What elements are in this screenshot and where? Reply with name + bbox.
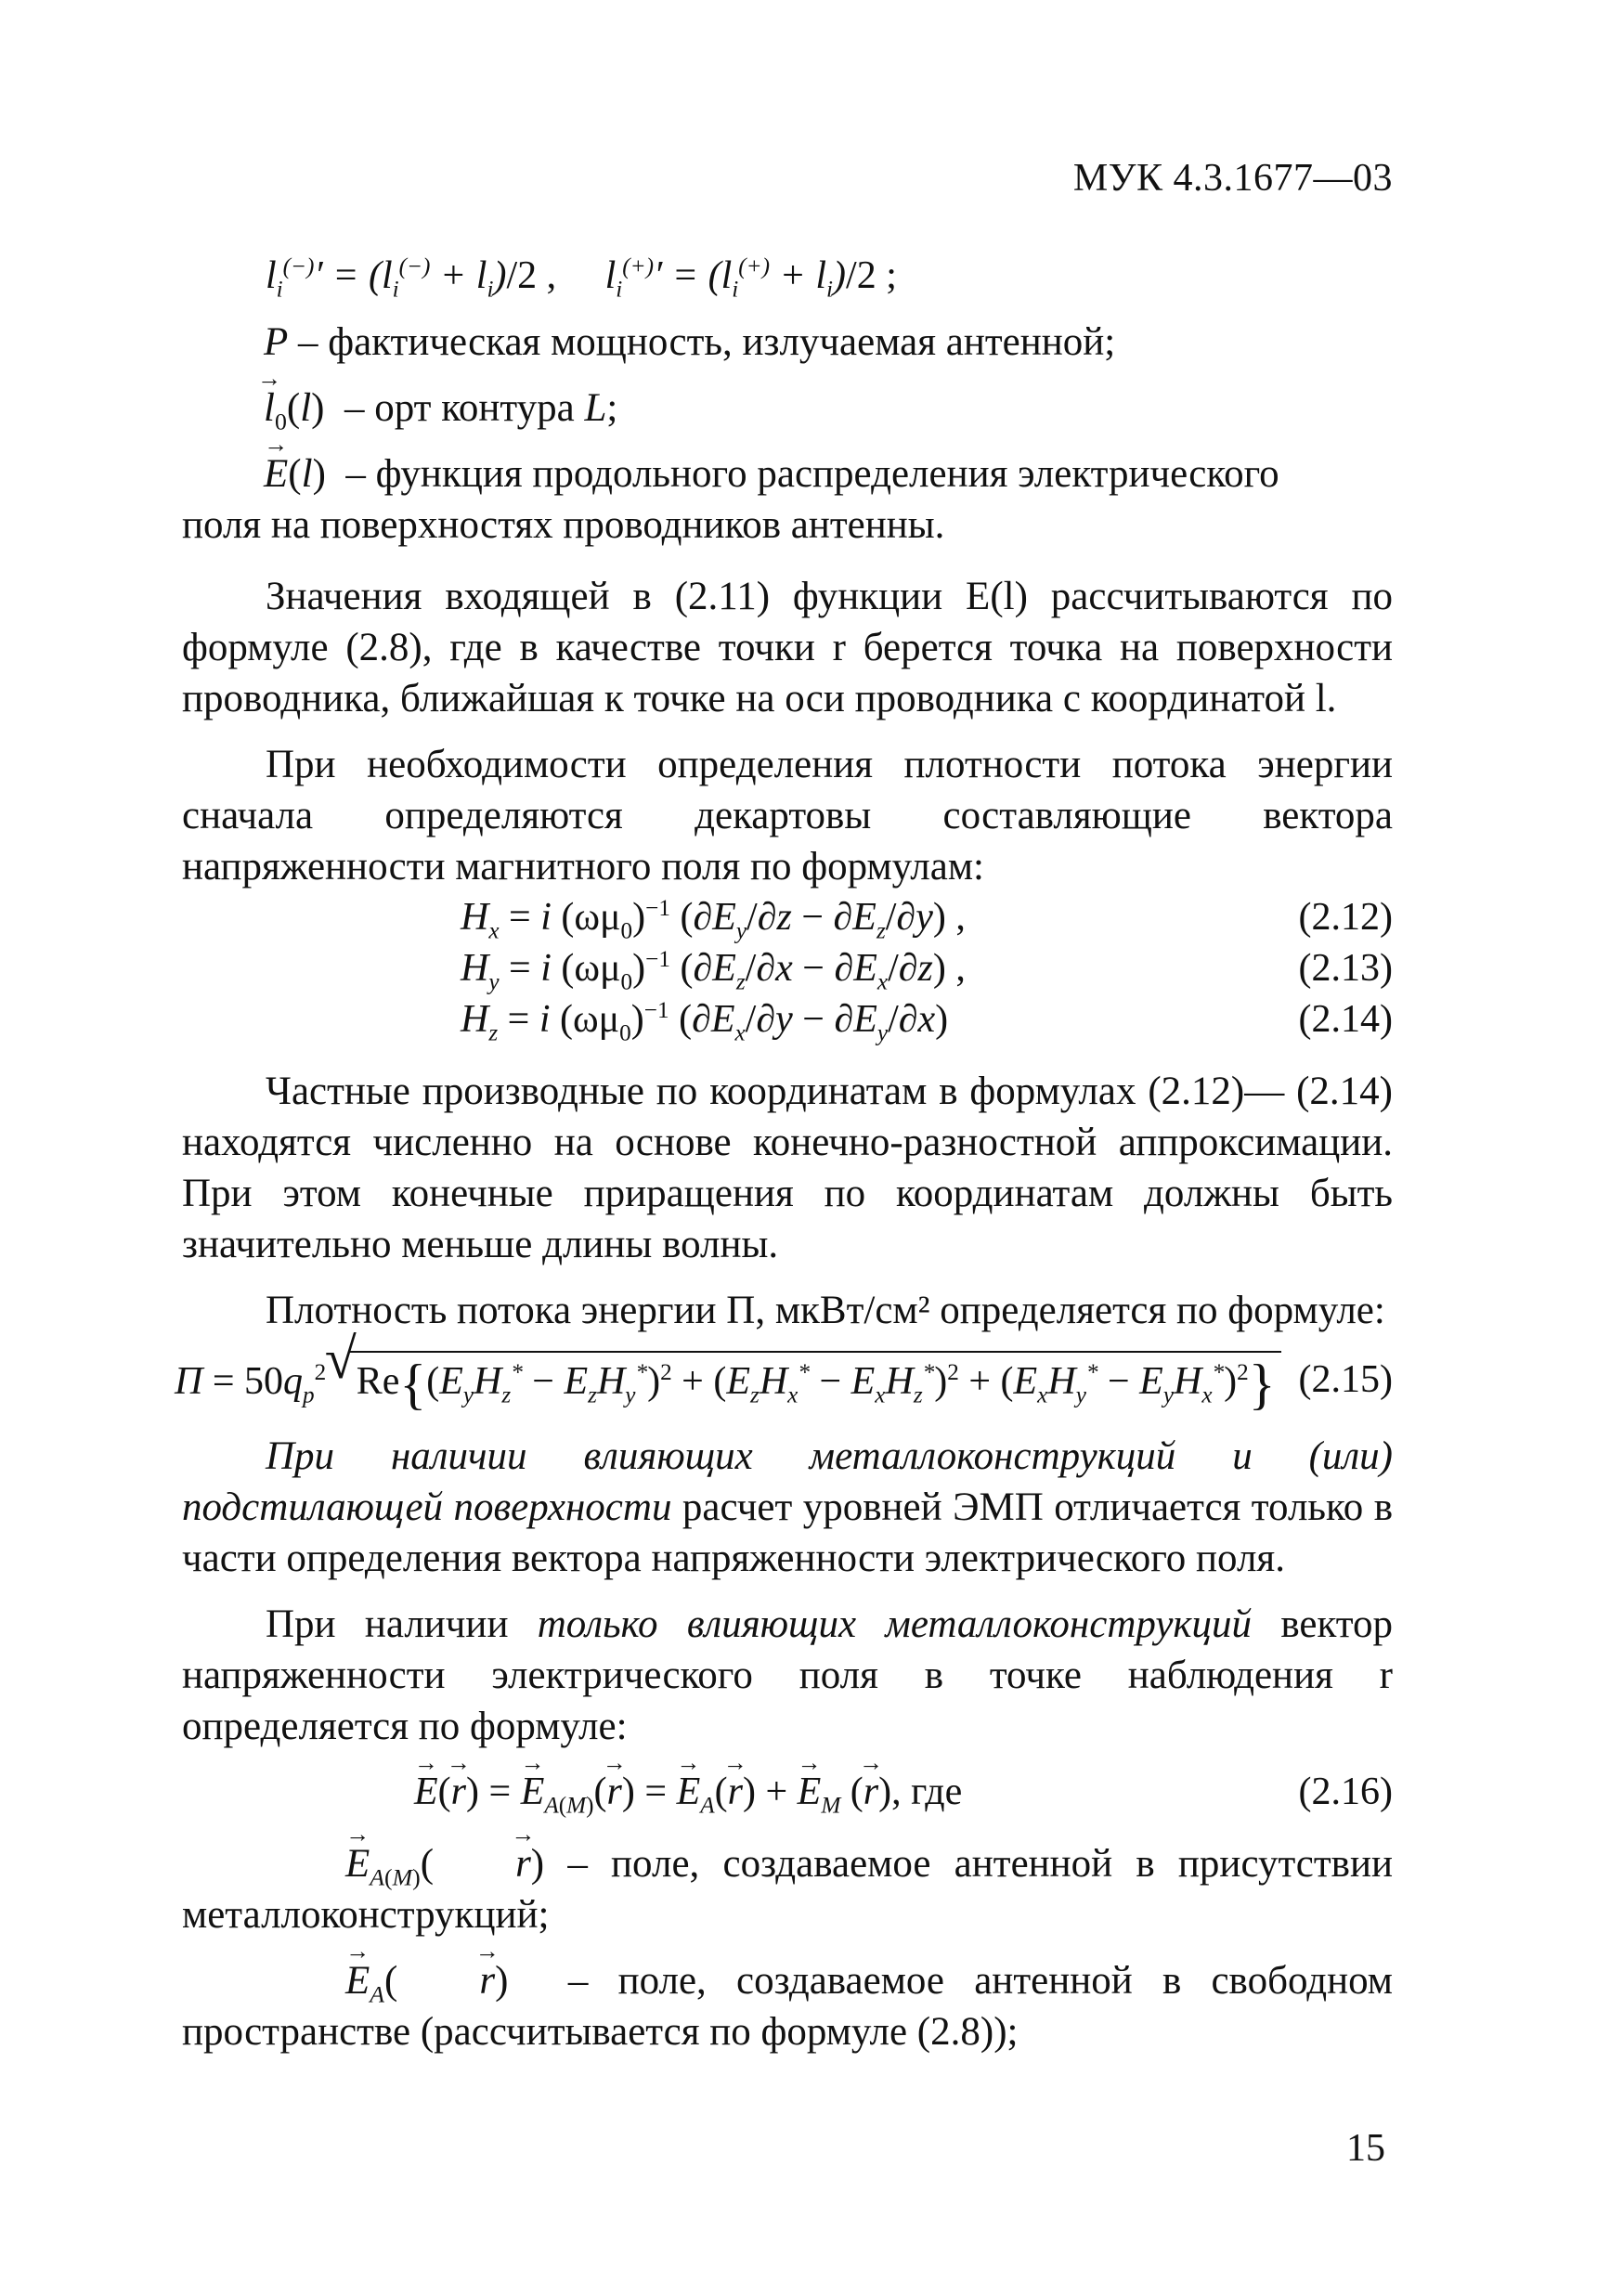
paragraph-partial: Частные производные по координатам в формулах (2.12)— (2.14) находятся численно на основе конечно-разностной аппроксимации. При этом конечные приращения по координатам должны быть значительно меньше длины волны. bbox=[182, 1070, 1393, 1266]
formula-number-2-13: (2.13) bbox=[1298, 947, 1393, 990]
definition-EA-text: – поле, создаваемое антенной в свободном пространстве (рассчитывается по формуле (2.8)); bbox=[182, 1958, 1393, 2054]
paragraph-density: При необходимости определения плотности потока энергии сначала определяются декартовы составляющие вектора напряженности магнитного поля по формулам: bbox=[182, 743, 1393, 889]
formula-2-15: $П = 50q_p^2$ √ $Re\{(E_yH_z^* - E_zH_y^*)^2 + (E_zH_x^* - E_xH_z^*)^2 + (E_xH_y^* - E_yH_x^*)^2\}$ (2.15) bbox=[175, 1351, 1393, 1410]
equation-li: $l_i^{(-)}' = (l_i^{(-)} + l_i)/2$ , $l_i^{(+)}' = (l_i^{(+)} + l_i)/2$ ; bbox=[266, 254, 897, 303]
paragraph-only: При наличии только влияющих металлоконструкций вектор напряженности электрического поля в точке наблюдения r определяется по формуле: bbox=[182, 1602, 1394, 1748]
formula-2-16: → E(→ r) = → $E_{A(M)}(\to r)$ = → $E_A(\to r)$ + → $E_M$ (→ r), где (2.16) bbox=[182, 1767, 1393, 1818]
definition-El-text: – функция продольного распределения электрического bbox=[345, 452, 1279, 496]
paragraph-metal-rest: расчет уровней ЭМП отличается только в части определения вектора напряженности электрического поля. bbox=[182, 1485, 1393, 1580]
definition-l0-text: – орт контура bbox=[344, 386, 575, 430]
paragraph-metal-italic: При наличии влияющих металлоконструкций и (или) подстилающей поверхности bbox=[182, 1433, 1393, 1529]
formula-2-16-where: , где bbox=[891, 1770, 963, 1813]
formula-number-2-16: (2.16) bbox=[1298, 1770, 1393, 1813]
formula-2-14: $H_z = i$ $(\omega\mu_0)^{-1}$ $(\partial E_x/\partial y - \partial E_y/\partial x)$ (2.14) bbox=[182, 994, 1393, 1045]
document-code-header: МУК 4.3.1677—03 bbox=[1072, 157, 1393, 200]
definition-EAM-text: – поле, создаваемое антенной в присутствии металлоконструкций; bbox=[182, 1841, 1393, 1937]
definition-EA: → $E_A(\to r)$ – поле, создаваемое антенной в свободном пространстве (рассчитывается по формуле (2.8)); bbox=[182, 1955, 1393, 2057]
paragraph-only-italic: только влияющих металлоконструкций bbox=[537, 1602, 1253, 1646]
paragraph-metal bbox=[182, 1431, 1393, 1584]
definition-l0: → $l_0(l)$ – орт контура L; bbox=[182, 383, 1393, 434]
paragraph-flux: Плотность потока энергии П, мкВт/см² определяется по формуле: bbox=[266, 1289, 1385, 1332]
vector-l0: → l bbox=[264, 383, 275, 434]
definition-p: P – фактическая мощность, излучаемая антенной; bbox=[264, 320, 1116, 364]
paragraph-values: Значения входящей в (2.11) функции E(l) рассчитываются по формуле (2.8), где в качестве точки r берется точка на поверхности проводника, ближайшая к точке на оси проводника с координатой l. bbox=[182, 575, 1393, 720]
definition-EAM: → $E_{A(M)}(\to r)$ – поле, создаваемое антенной в присутствии металлоконструкций; bbox=[182, 1838, 1393, 1940]
main-text bbox=[175, 251, 1394, 2057]
formula-2-12: $H_x = i$ $(\omega\mu_0)^{-1}$ $(\partial E_y/\partial z - \partial E_z/\partial y)$ , (2.12) bbox=[182, 892, 1393, 943]
formula-2-13: $H_y = i$ $(\omega\mu_0)^{-1}$ $(\partial E_z/\partial x - \partial E_x/\partial z)$ , (2.13) bbox=[182, 943, 1393, 994]
formula-number-2-14: (2.14) bbox=[1298, 998, 1393, 1041]
page-number: 15 bbox=[1346, 2127, 1385, 2170]
formula-number-2-15: (2.15) bbox=[1298, 1358, 1393, 1402]
definition-p-text: – фактическая мощность, излучаемая антенной; bbox=[298, 320, 1116, 364]
formula-number-2-12: (2.12) bbox=[1298, 896, 1393, 939]
definition-El-cont: поля на поверхностях проводников антенны. bbox=[182, 503, 945, 547]
definition-El: → E(l) – функция продольного распределения электрического bbox=[182, 448, 1393, 499]
